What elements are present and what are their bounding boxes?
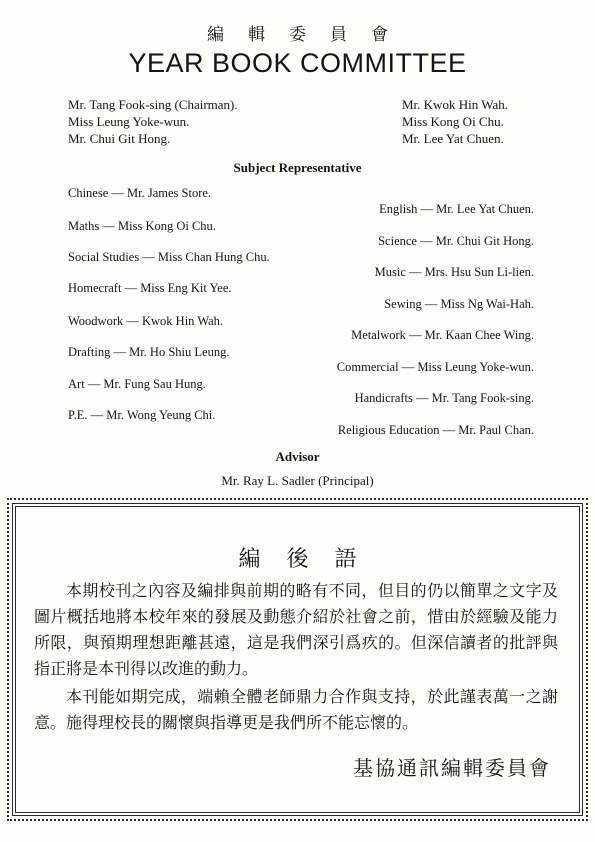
advisor-name: Mr. Ray L. Sadler (Principal) xyxy=(221,473,374,488)
subject-rep-item: Religious Education — Mr. Paul Chan. xyxy=(337,423,534,437)
committee-member: Miss Kong Oi Chu. xyxy=(402,114,504,129)
epilogue-paragraph: 本刊能如期完成，端賴全體老師鼎力合作與支持，於此謹表萬一之謝意。施得理校長的關懷與指導更是我們所不能忘懷的。 xyxy=(34,687,558,732)
subject-rep-item: Metalwork — Mr. Kaan Chee Wing. xyxy=(351,328,534,342)
subject-rep-item: Handicrafts — Mr. Tang Fook-sing. xyxy=(354,391,534,405)
subject-rep-item: Maths — Miss Kong Oi Chu. xyxy=(68,219,216,233)
subject-rep-item: Commercial — Miss Leung Yoke-wun. xyxy=(336,360,534,374)
subject-rep-item: Music — Mrs. Hsu Sun Li-lien. xyxy=(374,265,534,279)
subject-rep-item: Woodwork — Kwok Hin Wah. xyxy=(68,314,224,328)
epilogue-title: 編後語 xyxy=(238,547,383,572)
subject-rep-item: Drafting — Mr. Ho Shiu Leung. xyxy=(68,345,230,359)
epilogue-signature: 基協通訊編輯委員會 xyxy=(353,756,551,780)
committee-member: Mr. Kwok Hin Wah. xyxy=(402,97,508,112)
subject-rep-item: Chinese — Mr. James Store. xyxy=(68,186,212,200)
committee-member: Mr. Lee Yat Chuen. xyxy=(402,131,504,146)
committee-member: Mr. Chui Git Hong. xyxy=(68,131,171,146)
subject-rep-item: P.E. — Mr. Wong Yeung Chi. xyxy=(68,408,216,422)
subject-rep-item: Sewing — Miss Ng Wai-Hah. xyxy=(384,297,534,311)
advisor-heading: Advisor xyxy=(275,449,320,464)
subject-rep-item: English — Mr. Lee Yat Chuen. xyxy=(379,202,534,216)
page-title: YEAR BOOK COMMITTEE xyxy=(128,48,467,78)
subject-rep-item: Art — Mr. Fung Sau Hung. xyxy=(68,377,206,391)
chinese-title: 編輯委員會 xyxy=(207,25,412,45)
subject-representative-heading: Subject Representative xyxy=(233,160,362,175)
subject-rep-item: Science — Mr. Chui Git Hong. xyxy=(378,234,534,248)
epilogue-paragraph: 本期校刊之內容及編排與前期的略有不同，但目的仍以簡單之文字及圖片概括地將本校年來的發展及動態介紹於社會之前，惜由於經驗及能力所限，與預期理想距離甚遠，這是我們深引爲疚的。但深信讀者的批評與指正將是本刊得以改進的動力。 xyxy=(34,581,558,678)
subject-rep-item: Social Studies — Miss Chan Hung Chu. xyxy=(68,250,270,264)
subject-rep-item: Homecraft — Miss Eng Kit Yee. xyxy=(68,281,232,295)
committee-member: Mr. Tang Fook-sing (Chairman). xyxy=(68,97,238,112)
committee-member: Miss Leung Yoke-wun. xyxy=(68,114,190,129)
